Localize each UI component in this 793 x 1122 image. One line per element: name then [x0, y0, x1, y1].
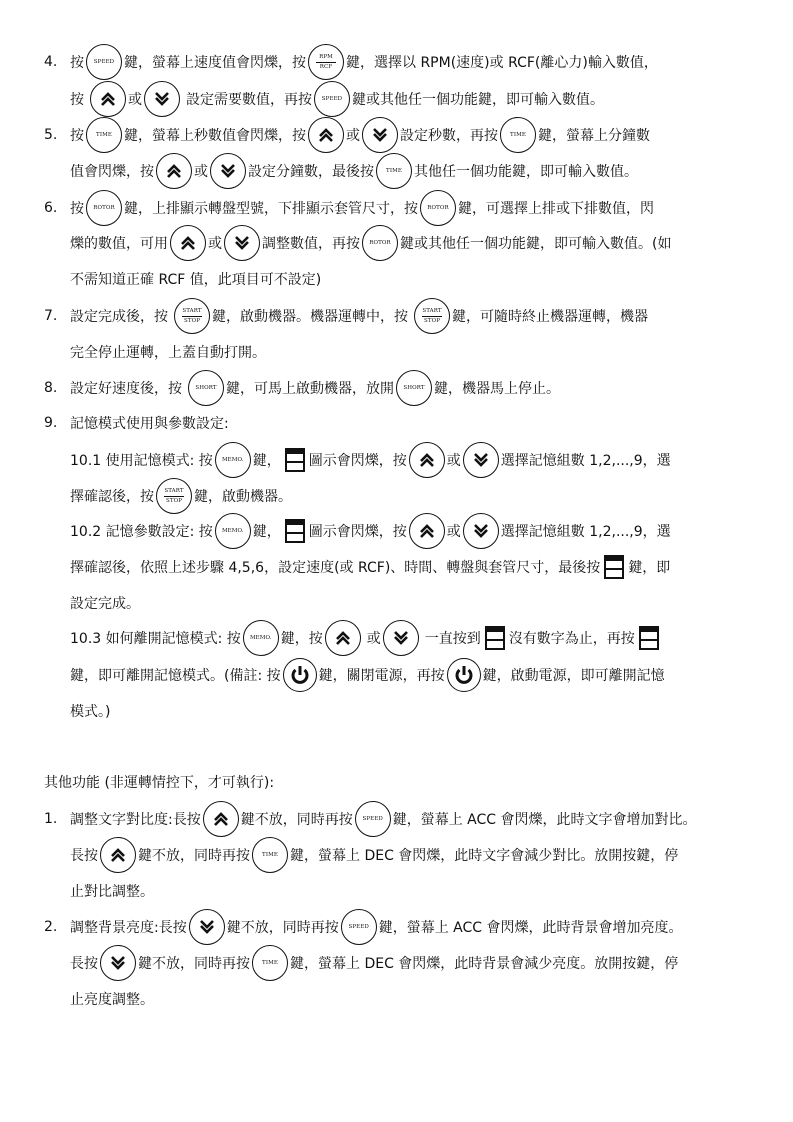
contrast-line-1	[70, 801, 697, 837]
time-button: TIME	[252, 945, 288, 981]
text: 鍵不放，同時再按	[226, 920, 339, 936]
text: 設定需要數值，再按	[186, 92, 312, 108]
text: 鍵，螢幕上速度值會閃爍，按	[124, 55, 306, 71]
text: 值會閃爍，按	[70, 164, 154, 180]
text: 按	[70, 92, 84, 108]
text: 或	[366, 631, 381, 647]
text: 鍵，可選擇上排或下排數值，閃	[458, 201, 654, 217]
double-chevron-up-icon	[409, 442, 445, 478]
step-number: 4.	[44, 54, 58, 70]
text: 鍵，上排顯示轉盤型號，下排顯示套管尺寸，按	[124, 201, 418, 217]
text: 鍵，選擇以 RPM(速度)或 RCF(離心力)輸入數值，	[346, 55, 658, 71]
text: 其他任一個功能鍵，即可輸入數值。	[414, 164, 638, 180]
step-5-line-2	[70, 153, 638, 189]
double-chevron-up-icon	[409, 513, 445, 549]
text: 或	[446, 453, 461, 469]
text: 設定完成後，按	[70, 309, 168, 325]
power-icon	[283, 658, 317, 692]
double-chevron-up-icon	[203, 801, 239, 837]
short-button: SHORT	[396, 370, 432, 406]
memory-icon	[285, 448, 305, 472]
text: 10.3 如何離開記憶模式: 按	[70, 631, 241, 647]
start-stop-button: START STOP	[414, 298, 450, 334]
step-number: 2.	[44, 919, 58, 935]
text: 設定分鐘數，最後按	[248, 164, 374, 180]
double-chevron-down-icon	[463, 513, 499, 549]
double-chevron-down-icon	[189, 909, 225, 945]
text: 鍵，啟動機器。機器運轉中，按	[212, 309, 408, 325]
double-chevron-up-icon	[100, 837, 136, 873]
other-functions-heading	[44, 764, 274, 800]
text: 鍵不放，同時再按	[240, 812, 353, 828]
time-button: TIME	[376, 153, 412, 189]
text: 鍵不放，同時再按	[138, 956, 250, 972]
text: 或	[208, 236, 222, 252]
contrast-line-2	[70, 837, 678, 873]
text: 鍵，螢幕上 DEC 會閃爍，此時文字會減少對比。放開按鍵，停	[290, 848, 679, 864]
text: 長按	[70, 848, 98, 864]
step-number: 5.	[44, 127, 58, 143]
memory-exit-line-3	[70, 693, 110, 729]
text: 不需知道正確 RCF 值，此項目可不設定)	[70, 272, 322, 288]
memo-button: MEMO.	[215, 513, 251, 549]
double-chevron-down-icon	[210, 153, 246, 189]
step-4-line-2	[70, 81, 604, 117]
memory-icon	[604, 555, 624, 579]
memory-use-line-1	[70, 442, 671, 478]
step-7-line-2	[70, 334, 266, 370]
double-chevron-up-icon	[170, 225, 206, 261]
text: 設定好速度後，按	[70, 381, 182, 397]
text: 鍵，機器馬上停止。	[434, 381, 560, 397]
text: 調整文字對比度:長按	[70, 812, 201, 828]
rpm-rcf-button: RPM RCF	[308, 44, 344, 80]
text: 按	[70, 128, 84, 144]
memo-button: MEMO.	[215, 442, 251, 478]
memory-set-line-3	[70, 585, 140, 621]
rotor-button: ROTOR	[86, 190, 122, 226]
text: 鍵或其他任一個功能鍵，即可輸入數值。	[352, 92, 604, 108]
step-9-line-1	[70, 405, 229, 441]
double-chevron-up-icon	[308, 117, 344, 153]
memory-icon	[285, 519, 305, 543]
text: 完全停止運轉，上蓋自動打開。	[70, 345, 266, 361]
text: 鍵，螢幕上 DEC 會閃爍，此時背景會減少亮度。放開按鍵，停	[290, 956, 679, 972]
double-chevron-down-icon	[362, 117, 398, 153]
text: 鍵，按	[280, 631, 323, 647]
text: 10.1 使用記憶模式: 按	[70, 453, 213, 469]
text: 擇確認後，按	[70, 489, 154, 505]
double-chevron-down-icon	[224, 225, 260, 261]
text: 其他功能 (非運轉情控下，才可執行):	[44, 775, 275, 791]
double-chevron-down-icon	[144, 81, 180, 117]
memory-set-line-1	[70, 513, 671, 549]
text: 止對比調整。	[70, 884, 154, 900]
text: 選擇記憶組數 1,2,...,9，選	[500, 524, 671, 540]
brightness-line-3	[70, 981, 154, 1017]
step-number: 1.	[44, 811, 58, 827]
step-8-line-1	[70, 370, 560, 406]
memory-icon	[639, 626, 659, 650]
rotor-button: ROTOR	[420, 190, 456, 226]
text: 圖示會閃爍，按	[308, 524, 407, 540]
text: 鍵，螢幕上 ACC 會閃爍，此時文字會增加對比。	[392, 812, 697, 828]
step-number: 6.	[44, 200, 58, 216]
text: 調整數值，再按	[262, 236, 360, 252]
text: 或	[346, 128, 360, 144]
text: 或	[128, 92, 142, 108]
memory-exit-line-1	[70, 620, 663, 656]
text: 鍵，可馬上啟動機器，放開	[226, 381, 394, 397]
double-chevron-up-icon	[90, 81, 126, 117]
step-6-line-2	[70, 225, 671, 261]
text: 鍵或其他任一個功能鍵，即可輸入數值。(如	[400, 236, 672, 252]
start-stop-button: START STOP	[174, 298, 210, 334]
text: 調整背景亮度:長按	[70, 920, 187, 936]
short-button: SHORT	[188, 370, 224, 406]
double-chevron-down-icon	[383, 620, 419, 656]
text: 模式。)	[70, 704, 111, 720]
text: 鍵不放，同時再按	[138, 848, 250, 864]
memory-icon	[485, 626, 505, 650]
text: 鍵，螢幕上分鐘數	[538, 128, 650, 144]
speed-button: SPEED	[314, 81, 350, 117]
speed-button: SPEED	[86, 44, 122, 80]
double-chevron-down-icon	[463, 442, 499, 478]
text: 按	[70, 55, 84, 71]
step-5-line-1	[70, 117, 650, 153]
text: 設定秒數，再按	[400, 128, 498, 144]
text: 長按	[70, 956, 98, 972]
text: 一直按到	[424, 631, 481, 647]
time-button: TIME	[252, 837, 288, 873]
brightness-line-2	[70, 945, 678, 981]
time-button: TIME	[500, 117, 536, 153]
step-6-line-3	[70, 261, 321, 297]
memo-button: MEMO.	[243, 620, 279, 656]
memory-set-line-2	[70, 549, 670, 585]
text: 鍵，即可離開記憶模式。(備註: 按	[70, 668, 281, 684]
double-chevron-up-icon	[156, 153, 192, 189]
text: 鍵，螢幕上秒數值會閃爍，按	[124, 128, 306, 144]
text: 鍵，螢幕上 ACC 會閃爍，此時背景會增加亮度。	[378, 920, 683, 936]
start-stop-button: START STOP	[156, 478, 192, 514]
speed-button: SPEED	[341, 909, 377, 945]
text: 沒有數字為止，再按	[508, 631, 635, 647]
text: 鍵，	[252, 453, 281, 469]
text: 設定完成。	[70, 596, 140, 612]
brightness-line-1	[70, 909, 683, 945]
step-4-line-1	[70, 44, 658, 80]
text: 鍵，啟動電源，即可離開記憶	[482, 668, 665, 684]
rotor-button: ROTOR	[362, 225, 398, 261]
text: 或	[194, 164, 208, 180]
text: 鍵，關閉電源，再按	[318, 668, 445, 684]
text: 鍵，可隨時終止機器運轉，機器	[452, 309, 648, 325]
power-icon	[447, 658, 481, 692]
text: 擇確認後，依照上述步驟 4,5,6，設定速度(或 RCF)、時間、轉盤與套管尺寸，最後按	[70, 560, 601, 576]
text: 選擇記憶組數 1,2,...,9，選	[500, 453, 671, 469]
step-number: 8.	[44, 380, 58, 396]
step-7-line-1	[70, 298, 648, 334]
memory-use-line-2	[70, 478, 292, 514]
text: 按	[70, 201, 84, 217]
text: 或	[446, 524, 461, 540]
speed-button: SPEED	[355, 801, 391, 837]
double-chevron-up-icon	[325, 620, 361, 656]
step-number: 7.	[44, 308, 58, 324]
text: 爍的數值，可用	[70, 236, 168, 252]
text: 鍵，即	[628, 560, 671, 576]
step-6-line-1	[70, 190, 654, 226]
text: 記憶模式使用與參數設定:	[70, 416, 229, 432]
text: 圖示會閃爍，按	[308, 453, 407, 469]
step-number: 9.	[44, 415, 58, 431]
time-button: TIME	[86, 117, 122, 153]
memory-exit-line-2	[70, 657, 665, 693]
contrast-line-3	[70, 873, 154, 909]
text: 10.2 記憶參數設定: 按	[70, 524, 213, 540]
text: 止亮度調整。	[70, 992, 154, 1008]
text: 鍵，	[252, 524, 281, 540]
double-chevron-down-icon	[100, 945, 136, 981]
text: 鍵，啟動機器。	[194, 489, 292, 505]
